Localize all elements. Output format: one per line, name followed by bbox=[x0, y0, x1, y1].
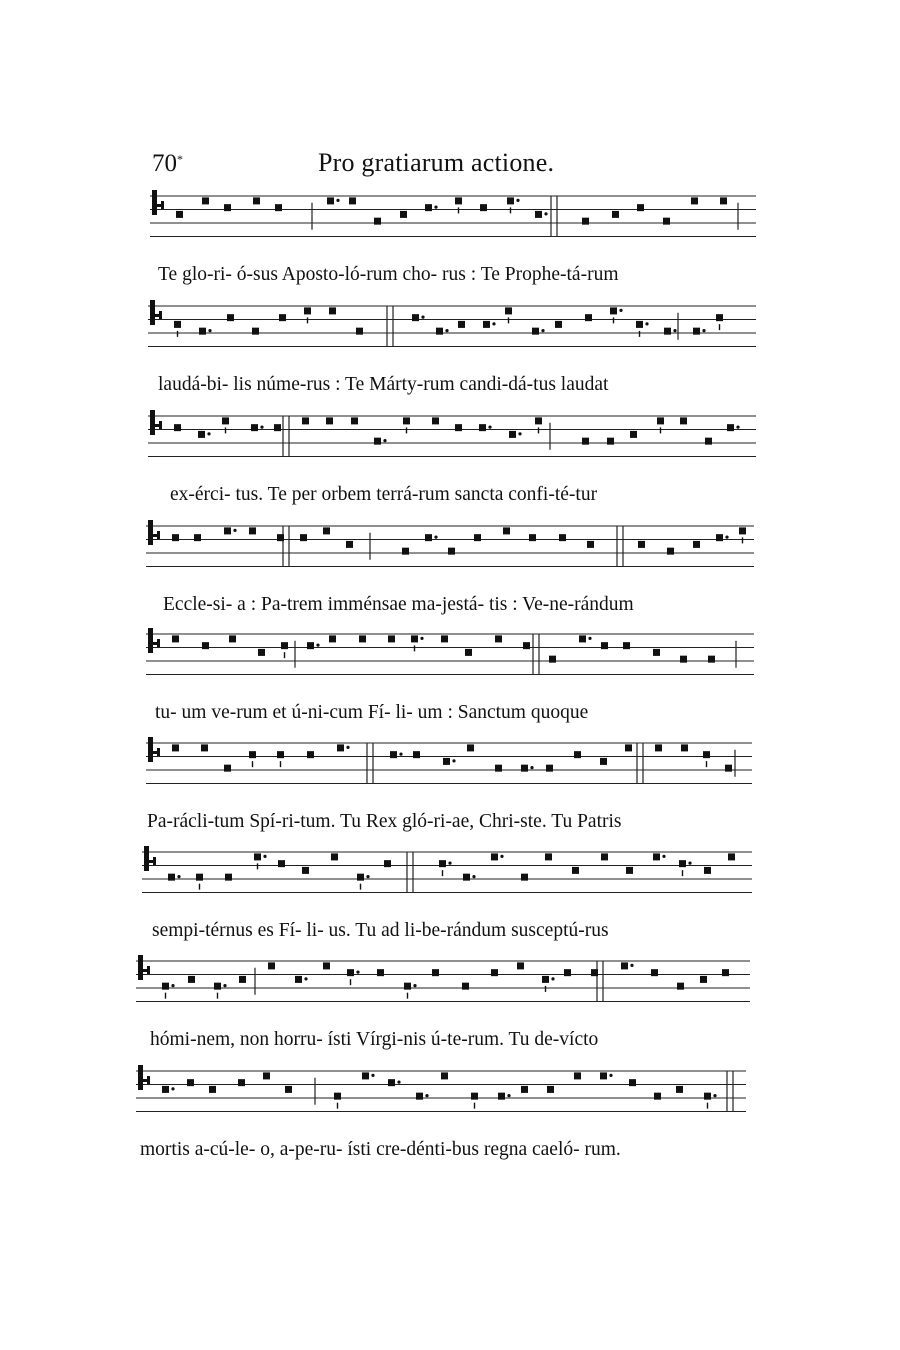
neume-note bbox=[564, 969, 571, 976]
neume-note bbox=[587, 541, 594, 548]
neume-note bbox=[227, 314, 234, 321]
neume-note bbox=[349, 197, 356, 204]
neume-note bbox=[651, 969, 658, 976]
neume-note bbox=[722, 969, 729, 976]
mora-dot bbox=[207, 432, 210, 435]
neume-note bbox=[663, 218, 670, 225]
neume-note bbox=[549, 656, 556, 663]
neume-note bbox=[716, 534, 723, 541]
neume-note bbox=[653, 649, 660, 656]
page-number bbox=[152, 150, 183, 178]
neume-note bbox=[304, 307, 311, 314]
lyric-line-6: Pa-rácli-tum Spí-ri-tum. Tu Rex gló-ri-ae, Chri-ste. Tu Patris bbox=[147, 811, 622, 832]
neume-note bbox=[351, 417, 358, 424]
neume-note bbox=[716, 314, 723, 321]
mora-dot bbox=[434, 206, 437, 209]
neume-note bbox=[680, 656, 687, 663]
neume-note bbox=[295, 976, 302, 983]
neume-note bbox=[703, 751, 710, 758]
do-clef-icon bbox=[144, 846, 156, 871]
neume-note bbox=[258, 649, 265, 656]
mora-dot bbox=[316, 644, 319, 647]
neume-note bbox=[704, 867, 711, 874]
staff-6 bbox=[0, 735, 900, 801]
neume-note bbox=[436, 328, 443, 335]
neume-note bbox=[630, 431, 637, 438]
neume-note bbox=[279, 314, 286, 321]
neume-note bbox=[334, 1093, 341, 1100]
neume-note bbox=[523, 642, 530, 649]
neume-note bbox=[600, 758, 607, 765]
neume-note bbox=[251, 424, 258, 431]
neume-note bbox=[607, 438, 614, 445]
neume-note bbox=[495, 765, 502, 772]
mora-dot bbox=[366, 875, 369, 878]
neume-note bbox=[653, 853, 660, 860]
neume-note bbox=[168, 874, 175, 881]
neume-note bbox=[667, 548, 674, 555]
neume-note bbox=[610, 307, 617, 314]
neume-note bbox=[400, 211, 407, 218]
neume-note bbox=[547, 1086, 554, 1093]
neume-note bbox=[285, 1086, 292, 1093]
neume-note bbox=[529, 534, 536, 541]
mora-dot bbox=[507, 1094, 510, 1097]
neume-note bbox=[503, 527, 510, 534]
page-title: Pro gratiarum actione. bbox=[318, 148, 555, 177]
page-number-value: 70 bbox=[152, 150, 177, 177]
neume-note bbox=[505, 307, 512, 314]
neume-note bbox=[495, 635, 502, 642]
neume-note bbox=[479, 424, 486, 431]
neume-note bbox=[323, 962, 330, 969]
neume-note bbox=[347, 969, 354, 976]
neume-note bbox=[432, 969, 439, 976]
neume-note bbox=[194, 534, 201, 541]
neume-note bbox=[491, 853, 498, 860]
neume-note bbox=[388, 635, 395, 642]
neume-note bbox=[677, 983, 684, 990]
neume-note bbox=[254, 853, 261, 860]
mora-dot bbox=[304, 977, 307, 980]
neume-note bbox=[725, 765, 732, 772]
neume-note bbox=[209, 1086, 216, 1093]
neume-note bbox=[480, 204, 487, 211]
staff-9 bbox=[0, 1063, 900, 1129]
neume-note bbox=[329, 307, 336, 314]
neume-note bbox=[704, 1093, 711, 1100]
mora-dot bbox=[356, 971, 359, 974]
neume-note bbox=[390, 751, 397, 758]
neume-note bbox=[545, 853, 552, 860]
neume-note bbox=[693, 328, 700, 335]
neume-note bbox=[582, 218, 589, 225]
neume-note bbox=[196, 874, 203, 881]
neume-note bbox=[225, 874, 232, 881]
neume-note bbox=[664, 328, 671, 335]
neume-note bbox=[509, 431, 516, 438]
neume-note bbox=[559, 534, 566, 541]
neume-note bbox=[443, 758, 450, 765]
neume-note bbox=[413, 751, 420, 758]
mora-dot bbox=[233, 529, 236, 532]
neume-note bbox=[172, 744, 179, 751]
neume-note bbox=[521, 874, 528, 881]
neume-note bbox=[202, 642, 209, 649]
neume-note bbox=[214, 983, 221, 990]
neume-note bbox=[268, 962, 275, 969]
mora-dot bbox=[518, 432, 521, 435]
neume-note bbox=[302, 867, 309, 874]
mora-dot bbox=[397, 1081, 400, 1084]
neume-note bbox=[572, 867, 579, 874]
neume-note bbox=[412, 314, 419, 321]
mora-dot bbox=[609, 1074, 612, 1077]
neume-note bbox=[222, 417, 229, 424]
mora-dot bbox=[445, 329, 448, 332]
neume-note bbox=[302, 417, 309, 424]
lyric-line-2: laudá-bi- lis núme-rus : Te Márty-rum candi-dá-tus laudat bbox=[158, 374, 609, 395]
mora-dot bbox=[544, 212, 547, 215]
neume-note bbox=[700, 976, 707, 983]
neume-note bbox=[720, 197, 727, 204]
neume-note bbox=[626, 867, 633, 874]
mora-dot bbox=[736, 426, 739, 429]
mora-dot bbox=[541, 329, 544, 332]
mora-dot bbox=[434, 536, 437, 539]
neume-note bbox=[441, 1072, 448, 1079]
neume-note bbox=[263, 1072, 270, 1079]
neume-note bbox=[507, 197, 514, 204]
neume-note bbox=[402, 548, 409, 555]
neume-note bbox=[252, 328, 259, 335]
do-clef-icon bbox=[150, 300, 162, 325]
neume-note bbox=[676, 1086, 683, 1093]
neume-note bbox=[327, 197, 334, 204]
neume-note bbox=[307, 642, 314, 649]
staff-8 bbox=[0, 953, 900, 1019]
mora-dot bbox=[171, 1087, 174, 1090]
neume-note bbox=[474, 534, 481, 541]
neume-note bbox=[199, 328, 206, 335]
neume-note bbox=[362, 1072, 369, 1079]
staff-1 bbox=[0, 188, 900, 254]
neume-note bbox=[728, 853, 735, 860]
neume-note bbox=[198, 431, 205, 438]
neume-note bbox=[739, 527, 746, 534]
lyric-line-5: tu- um ve-rum et ú-ni-cum Fí- li- um : Sanctum quoque bbox=[155, 702, 589, 723]
neume-note bbox=[239, 976, 246, 983]
do-clef-icon bbox=[148, 520, 160, 545]
mora-dot bbox=[472, 875, 475, 878]
neume-note bbox=[432, 417, 439, 424]
mora-dot bbox=[223, 984, 226, 987]
neume-note bbox=[467, 744, 474, 751]
neume-note bbox=[403, 417, 410, 424]
neume-note bbox=[455, 424, 462, 431]
lyric-line-1: Te glo-ri- ó-sus Aposto-ló-rum cho- rus : Te Prophe-tá-rum bbox=[158, 264, 619, 285]
lyric-line-8: hómi-nem, non horru- ísti Vírgi-nis ú-te-rum. Tu de-vícto bbox=[150, 1029, 599, 1050]
neume-note bbox=[187, 1079, 194, 1086]
neume-note bbox=[337, 744, 344, 751]
neume-note bbox=[331, 853, 338, 860]
neume-note bbox=[202, 197, 209, 204]
mora-dot bbox=[492, 322, 495, 325]
neume-note bbox=[629, 1079, 636, 1086]
do-clef-icon bbox=[148, 628, 160, 653]
neume-note bbox=[546, 765, 553, 772]
mora-dot bbox=[448, 862, 451, 865]
neume-note bbox=[323, 527, 330, 534]
neume-note bbox=[657, 417, 664, 424]
neume-note bbox=[425, 204, 432, 211]
neume-note bbox=[555, 321, 562, 328]
neume-note bbox=[535, 211, 542, 218]
neume-note bbox=[574, 1072, 581, 1079]
neume-note bbox=[582, 438, 589, 445]
lyric-line-4: Eccle-si- a : Pa-trem imménsae ma-jestá- tis : Ve-ne-rándum bbox=[163, 594, 634, 615]
neume-note bbox=[679, 860, 686, 867]
mora-dot bbox=[399, 753, 402, 756]
neume-note bbox=[201, 744, 208, 751]
neume-note bbox=[411, 635, 418, 642]
neume-note bbox=[384, 860, 391, 867]
neume-note bbox=[542, 976, 549, 983]
neume-note bbox=[625, 744, 632, 751]
neume-note bbox=[458, 321, 465, 328]
mora-dot bbox=[688, 862, 691, 865]
neume-note bbox=[601, 642, 608, 649]
neume-note bbox=[638, 541, 645, 548]
neume-note bbox=[357, 874, 364, 881]
neume-note bbox=[517, 962, 524, 969]
neume-note bbox=[600, 1072, 607, 1079]
neume-note bbox=[162, 983, 169, 990]
neume-note bbox=[277, 534, 284, 541]
neume-note bbox=[465, 649, 472, 656]
neume-note bbox=[463, 874, 470, 881]
staff-7 bbox=[0, 844, 900, 910]
mora-dot bbox=[452, 759, 455, 762]
neume-note bbox=[326, 417, 333, 424]
neume-note bbox=[329, 635, 336, 642]
neume-note bbox=[681, 744, 688, 751]
lyric-line-3: ex-érci- tus. Te per orbem terrá-rum sancta confi-té-tur bbox=[170, 484, 598, 505]
mora-dot bbox=[260, 426, 263, 429]
mora-dot bbox=[713, 1094, 716, 1097]
mora-dot bbox=[383, 439, 386, 442]
neume-note bbox=[224, 527, 231, 534]
neume-note bbox=[162, 1086, 169, 1093]
neume-note bbox=[621, 962, 628, 969]
neume-note bbox=[727, 424, 734, 431]
do-clef-icon bbox=[138, 1065, 150, 1090]
neume-note bbox=[238, 1079, 245, 1086]
staff-2 bbox=[0, 298, 900, 364]
neume-note bbox=[637, 204, 644, 211]
mora-dot bbox=[177, 875, 180, 878]
mora-dot bbox=[673, 329, 676, 332]
mora-dot bbox=[208, 329, 211, 332]
mora-dot bbox=[500, 855, 503, 858]
neume-note bbox=[636, 321, 643, 328]
neume-note bbox=[188, 976, 195, 983]
neume-note bbox=[229, 635, 236, 642]
neume-note bbox=[416, 1093, 423, 1100]
neume-note bbox=[425, 534, 432, 541]
neume-note bbox=[655, 744, 662, 751]
mora-dot bbox=[619, 309, 622, 312]
neume-note bbox=[281, 642, 288, 649]
do-clef-icon bbox=[152, 190, 164, 215]
mora-dot bbox=[421, 316, 424, 319]
mora-dot bbox=[551, 977, 554, 980]
mora-dot bbox=[336, 199, 339, 202]
neume-note bbox=[274, 424, 281, 431]
neume-note bbox=[249, 527, 256, 534]
neume-note bbox=[612, 211, 619, 218]
neume-note bbox=[374, 218, 381, 225]
neume-note bbox=[491, 969, 498, 976]
neume-note bbox=[455, 197, 462, 204]
do-clef-icon bbox=[150, 410, 162, 435]
neume-note bbox=[448, 548, 455, 555]
neume-note bbox=[374, 438, 381, 445]
staff-3 bbox=[0, 408, 900, 474]
mora-dot bbox=[420, 637, 423, 640]
neume-note bbox=[654, 1093, 661, 1100]
neume-note bbox=[249, 751, 256, 758]
neume-note bbox=[441, 635, 448, 642]
lyric-line-7: sempi-térnus es Fí- li- us. Tu ad li-be-rándum susceptú-rus bbox=[152, 920, 609, 941]
staff-5 bbox=[0, 626, 900, 692]
neume-note bbox=[680, 417, 687, 424]
neume-note bbox=[471, 1093, 478, 1100]
mora-dot bbox=[488, 426, 491, 429]
mora-dot bbox=[371, 1074, 374, 1077]
neume-note bbox=[521, 765, 528, 772]
neume-note bbox=[277, 751, 284, 758]
neume-note bbox=[498, 1093, 505, 1100]
mora-dot bbox=[346, 746, 349, 749]
neume-note bbox=[532, 328, 539, 335]
neume-note bbox=[174, 424, 181, 431]
neume-note bbox=[623, 642, 630, 649]
neume-note bbox=[224, 204, 231, 211]
neume-note bbox=[705, 438, 712, 445]
neume-note bbox=[359, 635, 366, 642]
mora-dot bbox=[588, 637, 591, 640]
page-number-mark: * bbox=[177, 152, 183, 166]
neume-note bbox=[483, 321, 490, 328]
neume-note bbox=[275, 204, 282, 211]
neume-note bbox=[176, 211, 183, 218]
neume-note bbox=[300, 534, 307, 541]
neume-note bbox=[521, 1086, 528, 1093]
do-clef-icon bbox=[138, 955, 150, 980]
mora-dot bbox=[516, 199, 519, 202]
neume-note bbox=[574, 751, 581, 758]
neume-note bbox=[307, 751, 314, 758]
neume-note bbox=[585, 314, 592, 321]
neume-note bbox=[346, 541, 353, 548]
neume-note bbox=[224, 765, 231, 772]
mora-dot bbox=[702, 329, 705, 332]
lyric-line-9: mortis a-cú-le- o, a-pe-ru- ísti cre-dénti-bus regna caeló- rum. bbox=[140, 1139, 621, 1160]
neume-note bbox=[377, 969, 384, 976]
neume-note bbox=[253, 197, 260, 204]
mora-dot bbox=[662, 855, 665, 858]
mora-dot bbox=[725, 536, 728, 539]
mora-dot bbox=[645, 322, 648, 325]
neume-note bbox=[462, 983, 469, 990]
neume-note bbox=[691, 197, 698, 204]
neume-note bbox=[278, 860, 285, 867]
neume-note bbox=[579, 635, 586, 642]
mora-dot bbox=[630, 964, 633, 967]
neume-note bbox=[172, 635, 179, 642]
neume-note bbox=[388, 1079, 395, 1086]
neume-note bbox=[535, 417, 542, 424]
neume-note bbox=[439, 860, 446, 867]
neume-note bbox=[591, 969, 598, 976]
mora-dot bbox=[425, 1094, 428, 1097]
neume-note bbox=[693, 541, 700, 548]
neume-note bbox=[708, 656, 715, 663]
neume-note bbox=[356, 328, 363, 335]
neume-note bbox=[174, 321, 181, 328]
mora-dot bbox=[171, 984, 174, 987]
mora-dot bbox=[263, 855, 266, 858]
neume-note bbox=[404, 983, 411, 990]
mora-dot bbox=[530, 766, 533, 769]
staff-4 bbox=[0, 518, 900, 584]
mora-dot bbox=[413, 984, 416, 987]
neume-note bbox=[601, 853, 608, 860]
neume-note bbox=[172, 534, 179, 541]
do-clef-icon bbox=[148, 737, 160, 762]
